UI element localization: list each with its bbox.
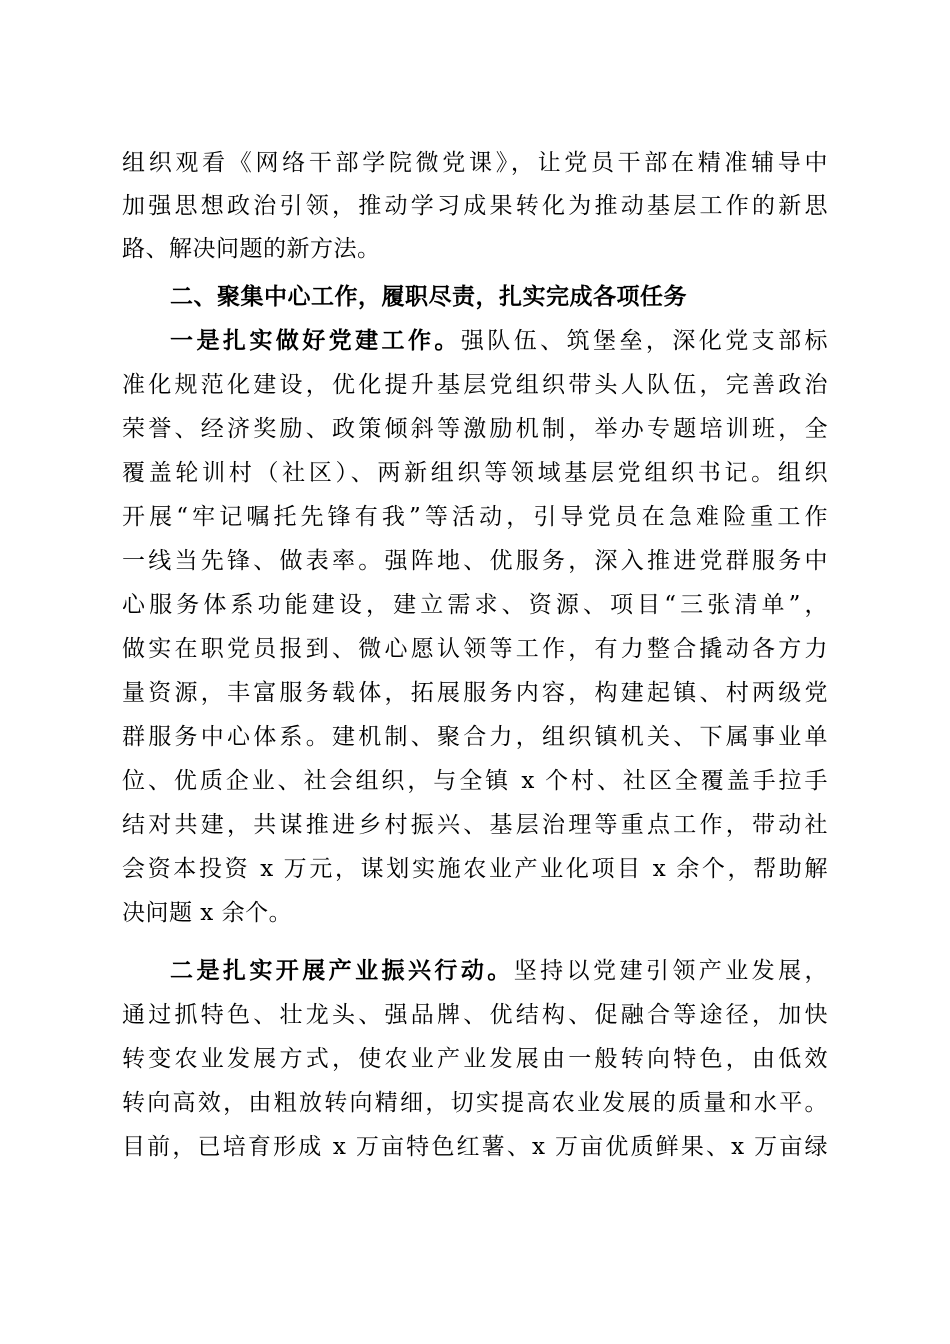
paragraph-3-line-3: 转变农业发展方式，使农业产业发展由一般转向特色，由低效 — [122, 1046, 828, 1072]
paragraph-2-line-7: 心服务体系功能建设，建立需求、资源、项目“三张清单”， — [122, 592, 828, 618]
paragraph-3-line-4: 转向高效，由粗放转向精细，切实提高农业发展的质量和水平。 — [122, 1090, 828, 1116]
paragraph-2-line-2: 准化规范化建设，优化提升基层党组织带头人队伍，完善政治 — [122, 372, 828, 398]
paragraph-2-line-11: 位、优质企业、社会组织，与全镇 x 个村、社区全覆盖手拉手 — [122, 768, 828, 794]
paragraph-1-line-3: 路、解决问题的新方法。 — [122, 236, 381, 262]
paragraph-2-line-6: 一线当先锋、做表率。强阵地、优服务，深入推进党群服务中 — [122, 548, 828, 574]
paragraph-2-lead: 一是扎实做好党建工作。 — [170, 327, 461, 354]
paragraph-3-line-5: 目前，已培育形成 x 万亩特色红薯、x 万亩优质鲜果、x 万亩绿 — [122, 1134, 828, 1160]
paragraph-2-line-10: 群服务中心体系。建机制、聚合力，组织镇机关、下属事业单 — [122, 724, 828, 750]
paragraph-2-line-4: 覆盖轮训村（社区）、两新组织等领域基层党组织书记。组织 — [122, 460, 828, 486]
paragraph-2-line-12: 结对共建，共谋推进乡村振兴、基层治理等重点工作，带动社 — [122, 812, 828, 838]
paragraph-3-line-1-rest: 坚持以党建引领产业发展， — [513, 958, 828, 984]
paragraph-2-line-1-rest: 强队伍、筑堡垒，深化党支部标 — [460, 328, 828, 354]
paragraph-1-line-1: 组织观看《网络干部学院微党课》，让党员干部在精准辅导中 — [122, 150, 828, 176]
paragraph-2-line-5: 开展“牢记嘱托先锋有我”等活动，引导党员在急难险重工作 — [122, 504, 828, 530]
paragraph-2-line-13: 会资本投资 x 万元，谋划实施农业产业化项目 x 余个，帮助解 — [122, 856, 828, 882]
paragraph-2-line-9: 量资源，丰富服务载体，拓展服务内容，构建起镇、村两级党 — [122, 680, 828, 706]
paragraph-3-line-2: 通过抓特色、壮龙头、强品牌、优结构、促融合等途径，加快 — [122, 1002, 828, 1028]
paragraph-3-line-1 — [170, 950, 828, 992]
paragraph-1-line-2: 加强思想政治引领，推动学习成果转化为推动基层工作的新思 — [122, 193, 828, 219]
paragraph-2-line-3: 荣誉、经济奖励、政策倾斜等激励机制，举办专题培训班，全 — [122, 416, 828, 442]
section-heading-2: 二、聚集中心工作，履职尽责，扎实完成各项任务 — [170, 283, 687, 310]
paragraph-2-line-8: 做实在职党员报到、微心愿认领等工作，有力整合撬动各方力 — [122, 636, 828, 662]
paragraph-2-line-14: 决问题 x 余个。 — [122, 900, 293, 926]
paragraph-2-line-1 — [170, 320, 828, 362]
paragraph-3-lead: 二是扎实开展产业振兴行动。 — [170, 957, 514, 984]
